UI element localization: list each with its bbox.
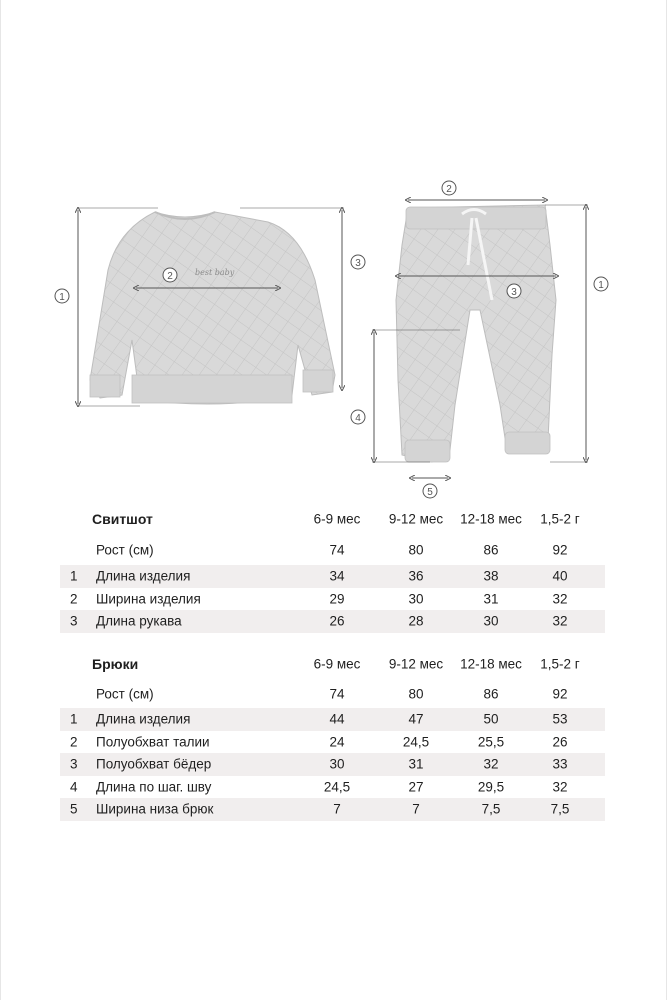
row-number: 1: [70, 568, 78, 584]
badge-sweat-2: [163, 268, 177, 282]
table-row: 5 Ширина низа брюк 7 7 7,5 7,5: [60, 798, 605, 821]
table-row: 3 Длина рукава 26 28 30 32: [60, 610, 605, 633]
badge-sweat-3: [351, 255, 365, 269]
row-label: Рост (см): [96, 686, 154, 702]
badge-pants-4: [351, 410, 365, 424]
row-label: Длина изделия: [96, 568, 191, 584]
badge-sweat-1: [55, 289, 69, 303]
embroidery-logo: best baby: [195, 268, 235, 277]
table-row: 4 Длина по шаг. шву 24,5 27 29,5 32: [70, 779, 568, 795]
table-row: 3 Полуобхват бёдер 30 31 32 33: [60, 753, 605, 776]
row-number: 3: [70, 756, 78, 772]
badge-pants-1: [594, 277, 608, 291]
table-header: Свитшот 6-9 мес 9-12 мес 12-18 мес 1,5-2 г: [92, 511, 580, 527]
table-row: 2 Ширина изделия 29 30 31 32: [70, 591, 568, 607]
row-number: 1: [70, 711, 78, 727]
row-number: 2: [70, 591, 78, 607]
table-row: 1 Длина изделия 34 36 38 40: [60, 565, 605, 588]
table-row: 2 Полуобхват талии 24 24,5 25,5 26: [70, 734, 568, 750]
svg-text:2: 2: [167, 271, 173, 282]
table-title: Брюки: [92, 656, 139, 672]
svg-text:1: 1: [59, 292, 65, 303]
table-row: 1 Длина изделия 44 47 50 53: [60, 708, 605, 731]
row-label: Полуобхват бёдер: [96, 756, 212, 772]
row-number: 4: [70, 779, 78, 795]
row-number: 5: [70, 801, 78, 817]
table-row: Рост (см) 74 80 86 92: [96, 542, 568, 558]
row-label: Длина по шаг. шву: [96, 779, 212, 795]
row-label: Длина рукава: [96, 613, 182, 629]
row-label: Ширина изделия: [96, 591, 201, 607]
svg-text:2: 2: [446, 184, 452, 195]
row-label: Полуобхват талии: [96, 734, 210, 750]
table-header: Брюки 6-9 мес 9-12 мес 12-18 мес 1,5-2 г: [92, 656, 580, 672]
sweatshirt-illustration: [90, 212, 335, 404]
svg-text:3: 3: [355, 258, 361, 269]
svg-text:4: 4: [355, 413, 361, 424]
row-label: Длина изделия: [96, 711, 191, 727]
svg-text:5: 5: [427, 487, 433, 498]
svg-text:3: 3: [511, 287, 517, 298]
sweatshirt-size-table: [60, 503, 605, 633]
row-number: 2: [70, 734, 78, 750]
pants-illustration: [396, 205, 556, 462]
badge-pants-5: [423, 484, 437, 498]
badge-pants-2: [442, 181, 456, 195]
table-row: Рост (см) 74 80 86 92: [96, 686, 568, 702]
svg-text:1: 1: [598, 280, 604, 291]
row-label: Ширина низа брюк: [96, 801, 214, 817]
row-number: 3: [70, 613, 78, 629]
garment-illustration: [0, 170, 667, 500]
table-title: Свитшот: [92, 511, 153, 527]
badge-pants-3: [507, 284, 521, 298]
pants-size-table: [60, 648, 605, 821]
row-label: Рост (см): [96, 542, 154, 558]
